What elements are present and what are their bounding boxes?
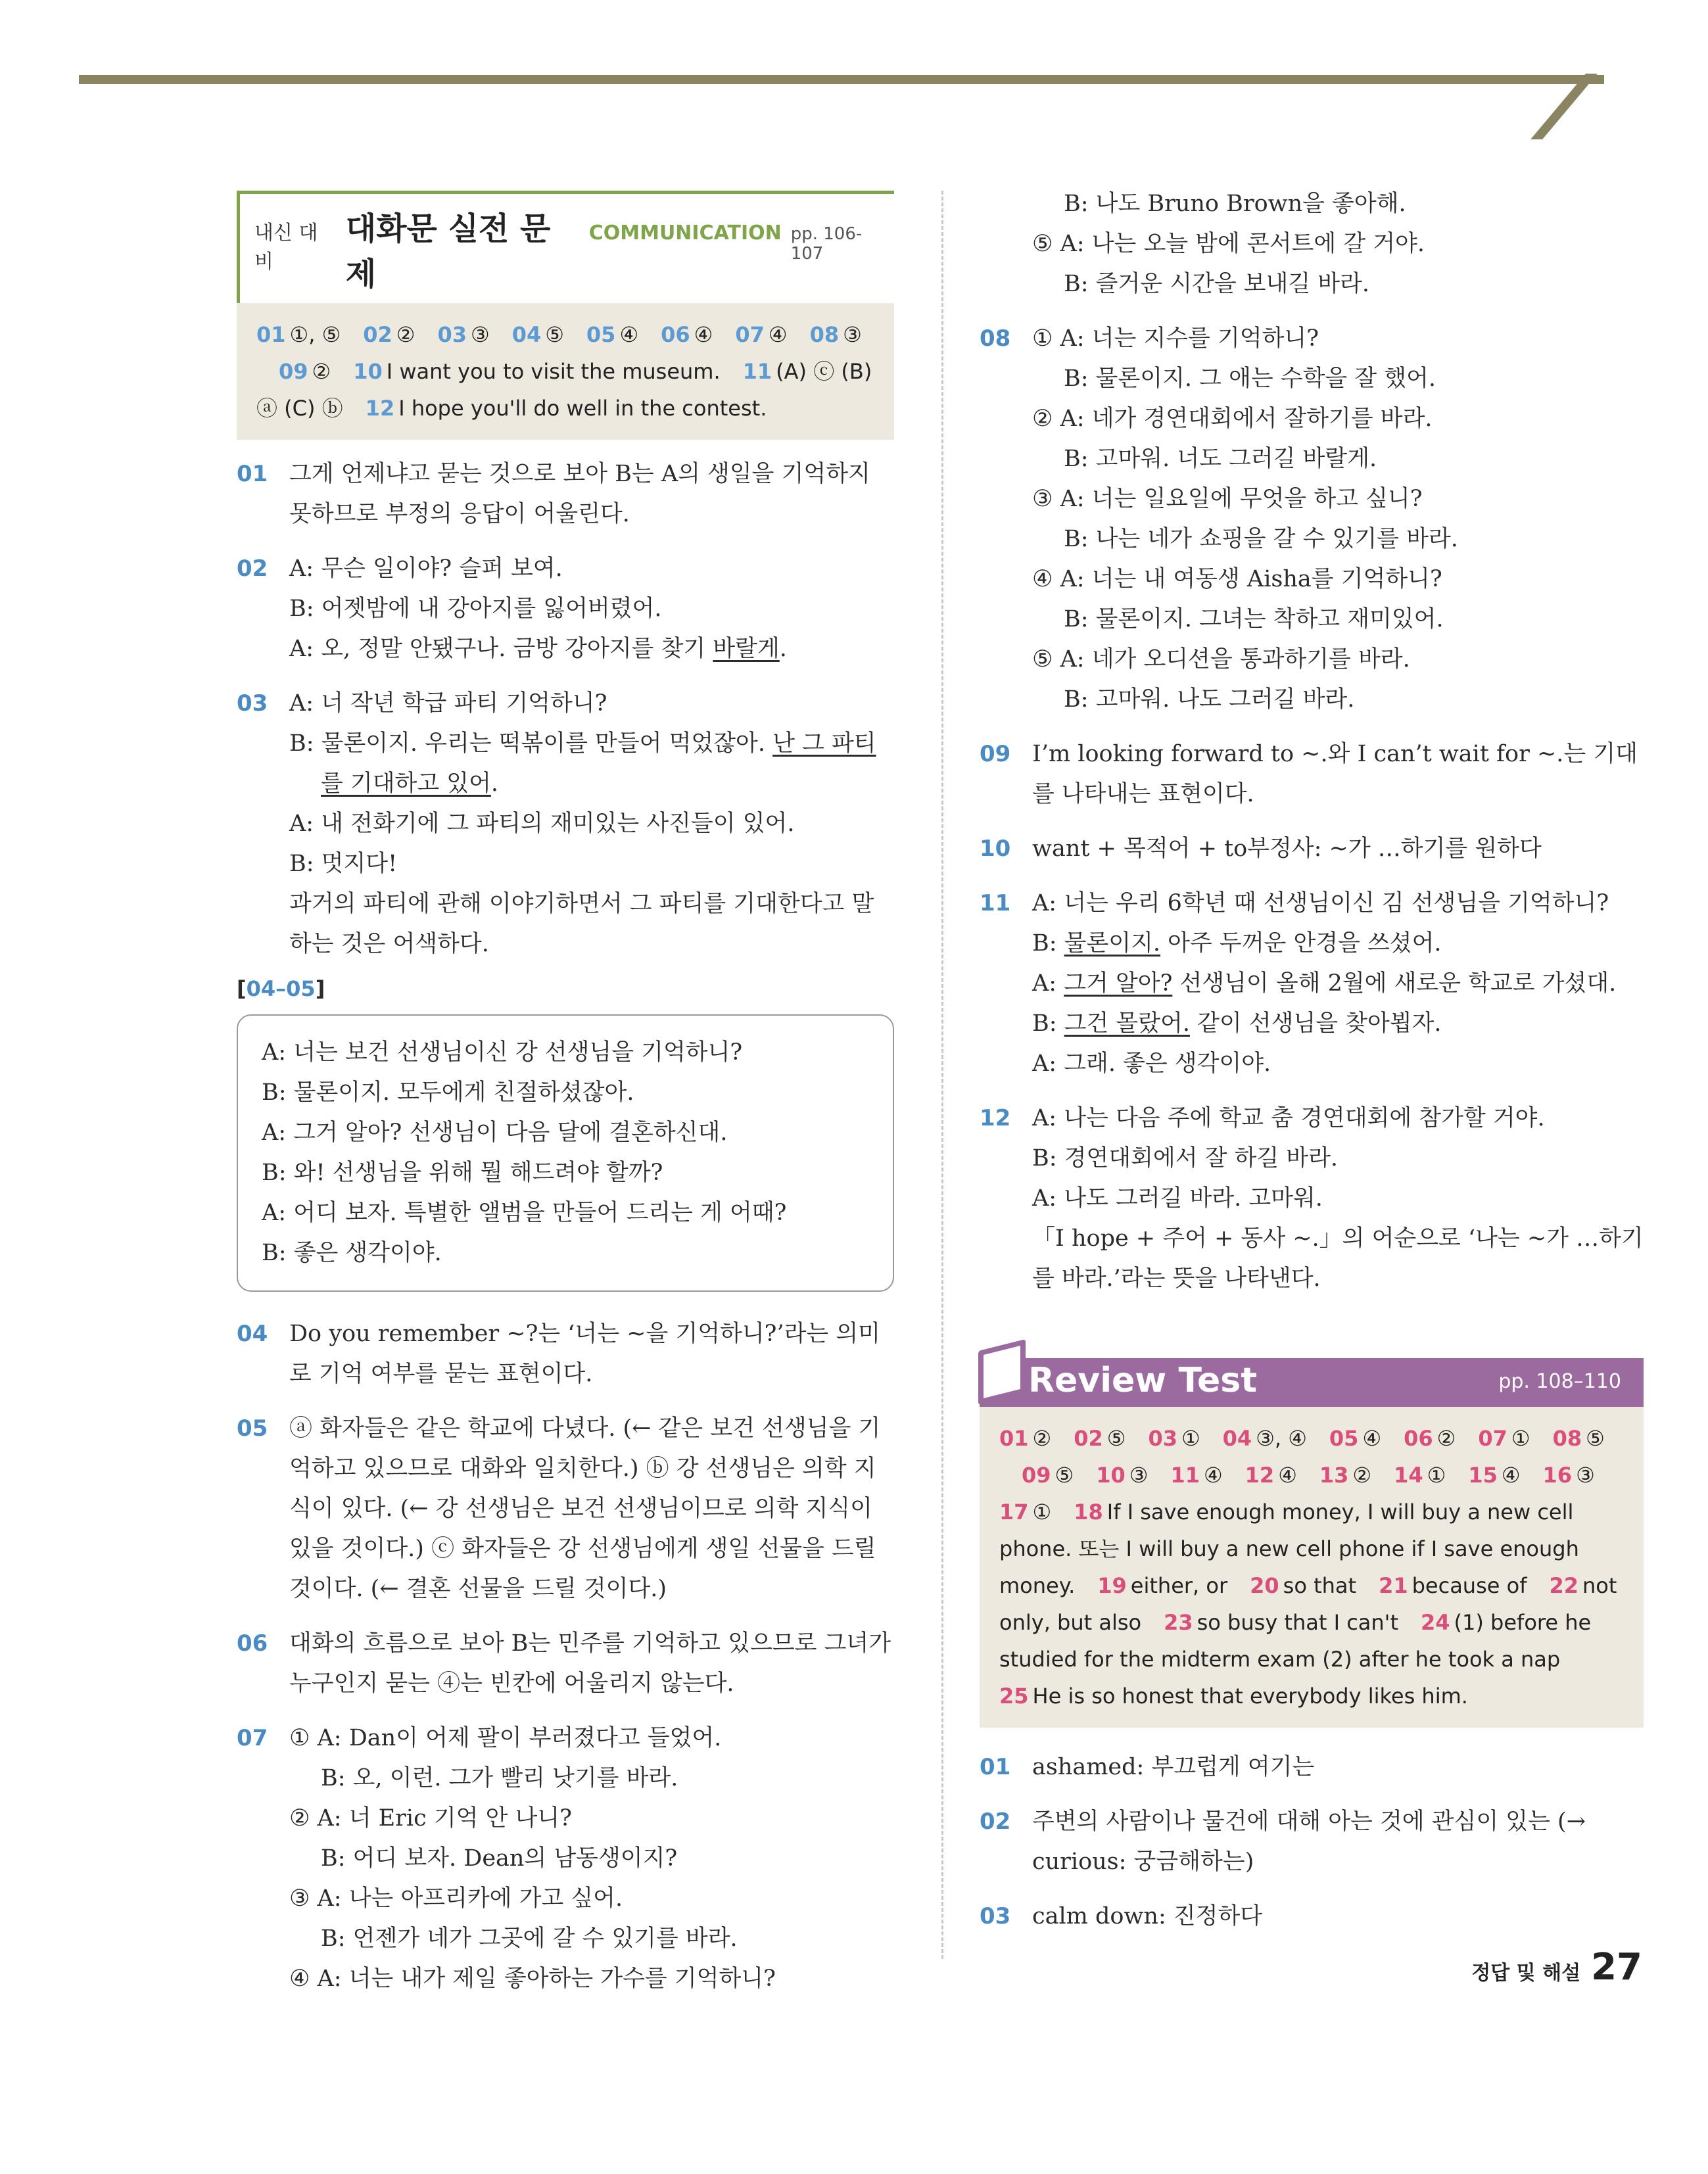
answer-number: 24 [1421,1610,1450,1635]
answer-number: 11 [1170,1463,1200,1488]
review-pages: pp. 108–110 [1498,1370,1621,1393]
section-label-small: 내신 대비 [254,222,318,273]
dialog-line: A: 오, 정말 안됐구나. 금방 강아지를 찾기 바랄게. [289,636,787,662]
answer-value: ⑤ [1586,1426,1605,1451]
explanation-02 [237,549,894,669]
dialog-line: A: 그거 알아? 선생님이 올해 2월에 새로운 학교로 가셨대. [1032,970,1617,997]
answer-value: (A) ⓒ (B) ⓐ (C) ⓑ [256,359,872,421]
answer-number: 17 [999,1500,1029,1524]
dialog-line: B: 나는 네가 쇼핑을 갈 수 있기를 바라. [1064,526,1458,552]
answer-entry [1164,1610,1398,1635]
item-text: 대화의 흐름으로 보아 B는 민주를 기억하고 있으므로 그녀가 누구인지 묻는 ④는 빈칸에 어울리지 않는다. [289,1630,891,1697]
answer-number: 12 [1245,1463,1275,1488]
answer-value: ④ [1501,1463,1521,1488]
item-number: 02 [980,1808,1011,1835]
answer-number: 22 [1549,1573,1578,1598]
section-pages: pp. 106-107 [790,224,863,264]
answer-value: ④ [768,322,788,347]
answer-value: ② [312,359,331,384]
answer-entry [810,322,862,347]
underlined-phrase: 바랄게 [713,636,780,662]
answer-value: I want you to visit the museum. [386,359,721,384]
dialog-line: A: 너는 보건 선생님이신 강 선생님을 기억하니? [262,1039,743,1066]
answer-entry [1245,1463,1297,1488]
dialog-line: ⑤ A: 네가 오디션을 통과하기를 바라. [1032,646,1410,673]
item-number: 11 [980,890,1011,916]
explanation-09 [980,734,1644,815]
review-answer-key-box [980,1407,1644,1728]
answer-value: ③ [471,322,490,347]
answer-entry [256,322,341,347]
answer-entry [1394,1463,1446,1488]
dialog-box [237,1014,894,1292]
dialog-line: ① A: Dan이 어제 팔이 부러졌다고 들었어. [289,1725,722,1751]
item-number: 08 [980,325,1011,352]
explanation-07 [237,1718,894,1999]
answer-number: 06 [1404,1426,1433,1451]
item-text: 그게 언제냐고 묻는 것으로 보아 B는 A의 생일을 기억하지 못하므로 부정의 응답이 어울린다. [289,461,870,527]
answer-number: 10 [353,359,383,384]
dialog-line: A: 어디 보자. 특별한 앨범을 만들어 드리는 게 어때? [262,1200,787,1226]
underlined-phrase: 그거 알아? [1064,970,1173,997]
dialog-line: B: 즐거운 시간을 보내길 바라. [1064,271,1370,297]
dialog-line: B: 고마워. 나도 그러길 바라. [1064,686,1355,713]
dialog-line: B: 나도 Bruno Brown을 좋아해. [1064,191,1406,217]
item-number: 01 [980,1754,1011,1780]
answer-entry [1148,1426,1200,1451]
answer-entry [1404,1426,1456,1451]
answer-number: 10 [1096,1463,1126,1488]
answer-value: ② [1352,1463,1372,1488]
dialog-line: ⑤ A: 나는 오늘 밤에 콘서트에 갈 거야. [1032,231,1425,257]
answer-value: ② [1436,1426,1456,1451]
answer-value: He is so honest that everybody likes him. [1032,1684,1468,1709]
answer-number: 13 [1319,1463,1349,1488]
column-divider [941,191,943,1959]
answer-number: 07 [1478,1426,1507,1451]
answer-entry [586,322,638,347]
explanation-07-continued [980,184,1644,304]
explanation-10 [980,829,1644,869]
answer-entry [1329,1426,1381,1451]
answer-number: 09 [1022,1463,1051,1488]
item-text: want + 목적어 + to부정사: ~가 …하기를 원하다 [1032,836,1542,862]
answer-number: 20 [1250,1573,1279,1598]
dialog-line: B: 그건 몰랐어. 같이 선생님을 찾아뵙자. [1032,1010,1442,1037]
answer-value: ⑤ [1106,1426,1126,1451]
answer-number: 03 [437,322,467,347]
answer-number: 16 [1542,1463,1573,1488]
answer-entry [999,1500,1051,1524]
dialog-line: ④ A: 너는 내가 제일 좋아하는 가수를 기억하니? [289,1966,776,1992]
review-explanation-03 [980,1897,1644,1937]
answer-number: 08 [1552,1426,1582,1451]
answer-number: 03 [1148,1426,1177,1451]
answer-entry [1097,1573,1227,1598]
answer-value: ④ [1203,1463,1223,1488]
item-number: 03 [980,1903,1011,1929]
answer-entry [1319,1463,1371,1488]
dialog-line: B: 물론이지. 그녀는 착하고 재미있어. [1064,606,1444,632]
answer-number: 11 [742,359,772,384]
review-test-header [980,1358,1644,1407]
dialog-line: B: 어젯밤에 내 강아지를 잃어버렸어. [289,596,662,622]
item-number: 05 [237,1415,268,1442]
answer-entry [1468,1463,1520,1488]
dialog-line: B: 언젠가 네가 그곳에 갈 수 있기를 바라. [321,1926,738,1952]
answer-value: ② [1032,1426,1052,1451]
answer-entry [437,322,489,347]
answer-entry [1074,1426,1126,1451]
underlined-phrase: 난 그 파티를 기대하고 있어 [321,730,876,797]
item-text: I’m looking forward to ~.와 I can’t wait for ~.는 기대를 나타내는 표현이다. [1032,741,1638,807]
dialog-line: B: 오, 이런. 그가 빨리 낫기를 바라. [321,1765,678,1791]
answer-entry [279,359,331,384]
dialog-line: B: 물론이지. 모두에게 친절하셨잖아. [262,1079,634,1106]
answer-entry [363,322,415,347]
answer-number: 18 [1074,1500,1103,1524]
answer-value: ③, ④ [1256,1426,1307,1451]
answer-value: so that [1283,1573,1357,1598]
dialog-line: A: 나는 다음 주에 학교 춤 경연대회에 참가할 거야. [1032,1105,1545,1131]
review-explanation-01 [980,1747,1644,1787]
item-number: 04 [237,1321,268,1347]
answer-number: 01 [256,322,286,347]
dialog-line: A: 너 작년 학급 파티 기억하니? [289,690,607,717]
dialog-line: B: 물론이지. 그 애는 수학을 잘 했어. [1064,366,1436,392]
section-header [237,191,894,303]
answer-number: 05 [586,322,616,347]
review-title: Review Test [1028,1361,1258,1400]
explanation-08 [980,319,1644,720]
answer-number: 09 [279,359,308,384]
answer-entry [1022,1463,1074,1488]
answer-number: 14 [1394,1463,1423,1488]
answer-value: either, or [1130,1573,1228,1598]
explanation-text: 「I hope + 주어 + 동사 ~.」의 어순으로 ‘나는 ~가 …하기를 바라.’라는 뜻을 나타낸다. [1032,1225,1644,1292]
dialog-line: ② A: 네가 경연대회에서 잘하기를 바라. [1032,406,1433,432]
answer-value: If I save enough money, I will buy a new cell phone. 또는 I will buy a new cell phone if I save enough money. [999,1500,1579,1598]
top-rule [79,75,1604,84]
answer-number: 15 [1468,1463,1498,1488]
answer-value: ⑤ [1055,1463,1074,1488]
answer-value: ③ [1576,1463,1595,1488]
answer-entry [1543,1463,1595,1488]
question-range: [04–05] [237,976,325,1001]
dialog-line: A: 내 전화기에 그 파티의 재미있는 사진들이 있어. [289,811,795,837]
item-text: 주변의 사람이나 물건에 대해 아는 것에 관심이 있는 (→ curious: 궁금해하는) [1032,1808,1586,1875]
answer-entry [1379,1573,1527,1598]
dialog-line: A: 그래. 좋은 생각이야. [1032,1051,1271,1077]
dialog-line: ③ A: 너는 일요일에 무엇을 하고 싶니? [1032,486,1423,512]
item-text: Do you remember ~?는 ‘너는 ~을 기억하니?’라는 의미로 기억 여부를 묻는 표현이다. [289,1321,880,1387]
answer-value: because of [1411,1573,1527,1598]
answer-value: ①, ⑤ [289,322,341,347]
dialog-line: ④ A: 너는 내 여동생 Aisha를 기억하니? [1032,566,1442,592]
item-text: ashamed: 부끄럽게 여기는 [1032,1754,1315,1780]
answer-entry [1478,1426,1530,1451]
answer-number: 12 [365,396,395,421]
answer-value: ④ [619,322,639,347]
dialog-line: A: 나도 그러길 바라. 고마워. [1032,1185,1323,1212]
item-number: 02 [237,555,268,582]
answer-number: 06 [661,322,690,347]
answer-number: 23 [1164,1610,1193,1635]
dialog-line: B: 어디 보자. Dean의 남동생이지? [321,1845,678,1872]
page-footer [1471,1946,1642,1989]
page-number: 27 [1591,1946,1642,1989]
item-number: 09 [980,741,1011,767]
answer-number: 07 [735,322,765,347]
explanation-05 [237,1409,894,1609]
section-label-eng: COMMUNICATION [588,222,782,245]
answer-entry [735,322,787,347]
dialog-line: ③ A: 나는 아프리카에 가고 싶어. [289,1885,623,1912]
item-text: calm down: 진정하다 [1032,1903,1263,1929]
explanation-06 [237,1624,894,1704]
answer-entry [1250,1573,1356,1598]
answer-number: 04 [1222,1426,1252,1451]
answer-number: 02 [1074,1426,1103,1451]
answer-value: not only, but also [999,1573,1617,1635]
answer-entry [1223,1426,1307,1451]
answer-value: ③ [843,322,862,347]
left-column [237,191,894,1999]
answer-number: 01 [999,1426,1029,1451]
item-number: 12 [980,1105,1011,1131]
answer-value: ③ [1129,1463,1149,1488]
explanation-04 [237,1314,894,1394]
dialog-line: ② A: 너 Eric 기억 안 나니? [289,1805,572,1831]
answer-number: 08 [809,322,840,347]
answer-entry [353,359,720,384]
answer-value: ① [1511,1426,1530,1451]
explanation-03 [237,684,894,964]
review-explanation-02 [980,1802,1644,1882]
answer-number: 21 [1379,1573,1408,1598]
dialog-line: B: 고마워. 너도 그러길 바랄게. [1064,446,1377,472]
item-text: ⓐ 화자들은 같은 학교에 다녔다. (← 같은 보건 선생님을 기억하고 있으므로 대화와 일치한다.) ⓑ 강 선생님은 의학 지식이 있다. (← 강 선생님은 보건 선생님이므로 의학 지식이 있을 것이다.) ⓒ 화자들은 강 선생님에게 생일 선물을 드릴 것이다. (← 결혼 선물을 드릴 것이다.) [289,1415,881,1602]
answer-value: I hope you'll do well in the contest. [398,396,767,421]
answer-number: 25 [999,1684,1029,1709]
explanation-01 [237,454,894,534]
answer-value: ① [1032,1500,1052,1524]
answer-number: 02 [363,322,392,347]
answer-entry [1553,1426,1605,1451]
right-column [980,184,1644,1937]
dialog-line: B: 와! 선생님을 위해 뭘 해드려야 할까? [262,1160,663,1186]
answer-entry [512,322,564,347]
answer-entry [1170,1463,1222,1488]
answer-entry [1096,1463,1148,1488]
answer-value: ④ [1362,1426,1382,1451]
explanation-12 [980,1099,1644,1299]
dialog-line: A: 너는 우리 6학년 때 선생님이신 김 선생님을 기억하니? [1032,890,1609,916]
answer-value: (1) before he studied for the midterm exam (2) after he took a nap [999,1610,1592,1672]
answer-value: ④ [694,322,713,347]
answer-entry [661,322,713,347]
section-title: 대화문 실전 문제 [345,210,551,293]
answer-value: ① [1427,1463,1446,1488]
answer-number: 19 [1097,1573,1127,1598]
answer-value: ② [396,322,415,347]
answer-number: 04 [511,322,542,347]
explanation-11 [980,884,1644,1084]
dialog-line: B: 물론이지. 우리는 떡볶이를 만들어 먹었잖아. 난 그 파티를 기대하고 있어. [289,730,876,797]
explanation-text: 과거의 파티에 관해 이야기하면서 그 파티를 기대한다고 말하는 것은 어색하다. [289,891,874,957]
dialog-line: B: 경연대회에서 잘 하길 바라. [1032,1145,1339,1171]
underlined-phrase: 물론이지. [1064,930,1161,957]
item-number: 10 [980,836,1011,862]
item-number: 01 [237,461,268,487]
answer-value: ⑤ [545,322,564,347]
item-number: 03 [237,690,268,717]
answer-number: 05 [1329,1426,1359,1451]
dialog-line: ① A: 너는 지수를 기억하니? [1032,325,1319,352]
answer-value: so busy that I can't [1197,1610,1399,1635]
review-page-icon [978,1339,1026,1405]
item-number: 06 [237,1630,268,1657]
answer-entry [999,1426,1051,1451]
footer-label: 정답 및 해설 [1471,1962,1581,1985]
dialog-line: A: 그거 알아? 선생님이 다음 달에 결혼하신대. [262,1120,728,1146]
dialog-line: B: 멋지다! [289,851,398,877]
answer-entry [366,396,767,421]
underlined-phrase: 그건 몰랐어. [1064,1010,1190,1037]
answer-entry [999,1684,1468,1709]
answer-value: ① [1181,1426,1200,1451]
dialog-line: B: 좋은 생각이야. [262,1240,442,1266]
item-number: 07 [237,1725,268,1751]
dialog-line: A: 무슨 일이야? 슬퍼 보여. [289,555,563,582]
answer-value: ④ [1278,1463,1297,1488]
dialog-line: B: 물론이지. 아주 두꺼운 안경을 쓰셨어. [1032,930,1442,957]
answer-key-box [237,303,894,440]
